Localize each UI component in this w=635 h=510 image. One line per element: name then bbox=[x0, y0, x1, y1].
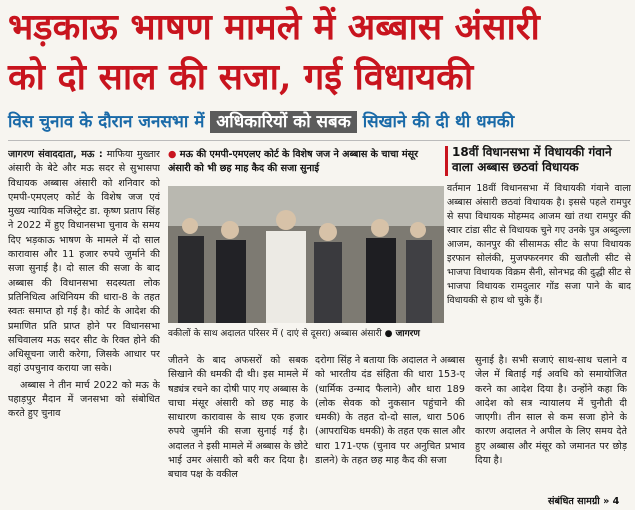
photo-caption: वकीलों के साथ अदालत परिसर में ( दाएं से दूसरा) अब्बास अंसारी ● जागरण bbox=[168, 329, 420, 339]
photo-caption-text: वकीलों के साथ अदालत परिसर में ( दाएं से दूसरा) अब्बास अंसारी bbox=[168, 329, 382, 339]
headline-line-1: भड़काऊ भाषण मामले में अब्बास अंसारी bbox=[8, 6, 540, 48]
article-paragraph-1: माफिया मुख्तार अंसारी के बेटे और मऊ सदर से सुभासपा विधायक अब्बास अंसारी को शनिवार को एमपी-एमएलए कोर्ट के विशेष जज एवं मुख्य न्यायिक मजिस्ट्रेट डा. कृष्ण प्रताप सिंह ने 2022 में हुए विधानसभा चुनाव के समय दिए भड़काऊ भाषण के मामले में दो साल कारावास और 11 हजार रुपये जुर्माने की सजा सुनाई है। दो साल की सजा के बाद अब्बास की विधानसभा सदस्यता लोक प्रतिनिधित्व अधिनियम की धारा-8 के तहत स्वतः समाप्त हो गई है। कोर्ट के आदेश की प्रमाणित प्रति प्राप्त होने पर विधानसभा सचिवालय मऊ सदर सीट के रिक्त होने की अधिसूचना जारी करेगा, जिसके आधार पर वहां उपचुनाव कराया जा सके। bbox=[8, 149, 160, 375]
sidebox-title: 18वीं विधानसभा में विधायकी गंवाने वाला अब्बास छठवां विधायक bbox=[452, 145, 612, 174]
bullet-icon: ● bbox=[168, 149, 177, 160]
photo-top-caption-text: मऊ की एमपी-एमएलए कोर्ट के विशेष जज ने अब्बास के चाचा मंसूर अंसारी को भी छह माह कैद की सजा सुनाई bbox=[168, 149, 419, 174]
subheadline bbox=[8, 108, 630, 136]
headline-line-2: को दो साल की सजा, गई विधायकी bbox=[8, 56, 474, 98]
subhead-before: विस चुनाव के दौरान जनसभा में bbox=[8, 112, 205, 132]
headline bbox=[8, 2, 630, 102]
article-column-4: सुनाई है। सभी सजाएं साथ-साथ चलाने व जेल में बिताई गई अवधि को समायोजित करने का आदेश दिया है। उन्होंने कहा कि आदेश को सत्र न्यायालय में चुनौती दी जाएगी। तीन साल से कम सजा होने के कारण अदालत ने अपील के लिए समय देते हुए अब्बास और मंसूर को जमानत पर छोड़ दिया है। bbox=[475, 355, 627, 467]
sidebox-body: वर्तमान 18वीं विधानसभा में विधायकी गंवाने वाला अब्बास अंसारी छठवां विधायक है। इससे पहले रामपुर से सपा विधायक मोहम्मद आजम खां तथा रामपुर की स्वार टांडा सीट से विधायक चुने गए उनके पुत्र अब्दुल्ला आजम, कानपुर की सीसामऊ सीट के सपा विधायक इरफान सोलंकी, मुजफ्फरनगर की खतौली सीट से भाजपा विधायक विक्रम सैनी, सोनभद्र की दुद्धी सीट से भाजपा विधायक रामदुलार गोंड सजा पाने के बाद विधायकी से हाथ धो चुके हैं। bbox=[447, 183, 631, 306]
article-paragraph-2: अब्बास ने तीन मार्च 2022 को मऊ के पहाड़पुर मैदान में जनसभा को संबोधित करते हुए चुनाव bbox=[8, 379, 160, 420]
article-column-2: जीतने के बाद अफसरों को सबक सिखाने की धमकी दी थी। इस मामले में षड्यंत्र रचने का दोषी पाए गए अब्बास के चाचा मंसूर अंसारी को छह माह के साधारण कारावास के साथ एक हजार रुपये जुर्माने की सजा सुनाई गई है। अदालत ने इसी मामले में अब्बास के छोटे भाई उमर अंसारी को बरी कर दिया है। बचाव पक्ष के वकील bbox=[168, 355, 308, 481]
people-photo-illustration bbox=[168, 186, 444, 323]
dateline: जागरण संवाददाता, मऊ : bbox=[8, 149, 103, 160]
subhead-highlight: अधिकारियों को सबक bbox=[210, 111, 356, 133]
photo-block bbox=[168, 148, 444, 344]
photo-top-caption bbox=[168, 148, 444, 184]
continued-link[interactable]: संबंधित सामग्री » 4 bbox=[548, 496, 620, 507]
sidebox-accent-bar bbox=[445, 146, 448, 176]
subhead-after: सिखाने की दी थी धमकी bbox=[362, 112, 515, 132]
article-column-1 bbox=[8, 148, 160, 508]
news-photo bbox=[168, 186, 444, 323]
divider bbox=[8, 140, 630, 141]
photo-credit: जागरण bbox=[395, 329, 420, 339]
article-column-3: दरोगा सिंह ने बताया कि अदालत ने अब्बास को भारतीय दंड संहिता की धारा 153-ए (धार्मिक उन्माद फैलाने) और धारा 189 (लोक सेवक को नुकसान पहुंचाने की धमकी) के तहत दो-दो साल, धारा 506 (आपराधिक धमकी) के तहत एक साल और धारा 171-एफ (चुनाव पर अनुचित प्रभाव डालने) के तहत छह माह कैद की सजा bbox=[315, 355, 465, 467]
